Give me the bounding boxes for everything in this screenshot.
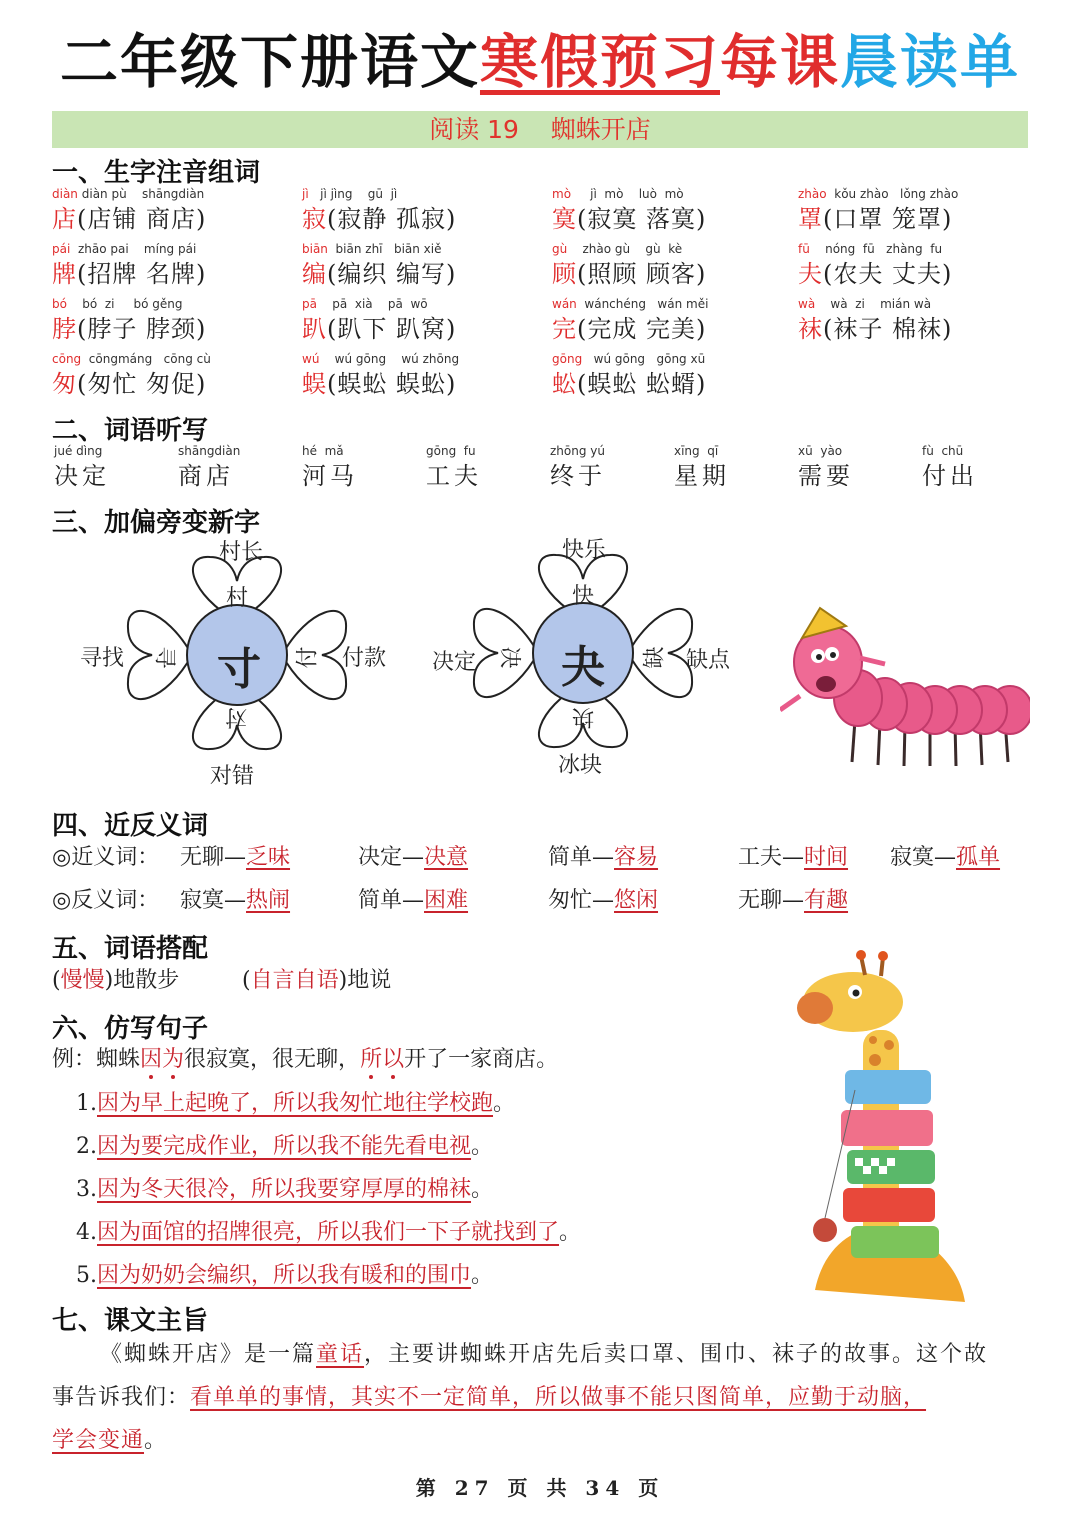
char-group — [552, 242, 792, 296]
sentence-end: 。 — [471, 1134, 494, 1159]
char-words — [52, 199, 206, 234]
sentence-number: 4. — [76, 1220, 97, 1245]
char-group — [552, 187, 792, 241]
theme-line-1-start: 《蜘蛛开店》是一篇 — [100, 1342, 317, 1367]
dictation-pinyin: xīng qī — [674, 444, 719, 458]
antonyms-pair — [180, 883, 290, 914]
pinyin-target: mò — [552, 187, 572, 201]
compound-words: (招牌 名牌) — [77, 260, 207, 288]
title-part-reading: 晨读单 — [840, 28, 1021, 96]
synonyms-pair — [180, 840, 290, 871]
caterpillar-body — [834, 670, 1030, 734]
section4-heading: 四、近反义词 — [52, 811, 209, 841]
compound-words: (趴下 趴窝) — [327, 315, 457, 343]
target-char: 夫 — [798, 260, 823, 288]
section2-heading: 二、词语听写 — [52, 416, 209, 446]
giraffe-scarves — [841, 1070, 939, 1258]
small-spider — [813, 1218, 837, 1242]
sentence-answer: 因为冬天很冷，所以我要穿厚厚的棉袜 — [97, 1177, 472, 1202]
pinyin-words: wú gōng gōng xū — [582, 352, 706, 366]
char-words — [52, 309, 206, 344]
target-char: 完 — [552, 315, 577, 343]
pinyin-words: wú gōng wú zhōng — [319, 352, 460, 366]
char-group — [302, 187, 542, 241]
char-group — [798, 297, 1038, 351]
collocation-1-answer: 慢慢 — [60, 968, 105, 993]
pair-answer: 容易 — [614, 845, 659, 870]
pinyin-target: wà — [798, 297, 816, 311]
pair-word: 无聊— — [738, 888, 805, 913]
compound-words: (寂寞 落寞) — [577, 205, 707, 233]
imitation-sentence — [76, 1258, 493, 1289]
pinyin-target: wú — [302, 352, 320, 366]
sentence-answer: 因为奶奶会编织，所以我有暖和的围巾 — [97, 1263, 472, 1288]
pinyin-target: zhào — [798, 187, 827, 201]
target-char: 寂 — [302, 205, 327, 233]
char-words — [552, 199, 706, 234]
example-keyword-because: 因为 — [140, 1047, 185, 1072]
synonyms-pair — [738, 840, 848, 871]
compound-words: (完成 完美) — [577, 315, 707, 343]
flower2-left-char: 决 — [496, 646, 522, 669]
theme-answer-moral-end: 学会变通 — [52, 1428, 145, 1453]
char-words — [302, 254, 456, 289]
collocation-1-open: ( — [52, 968, 61, 993]
char-words — [302, 309, 456, 344]
pinyin-words: diàn pù shāngdiàn — [77, 187, 205, 201]
pair-word: 工夫— — [738, 845, 805, 870]
char-words — [302, 199, 456, 234]
title-part-grade: 二年级下册语文 — [59, 28, 480, 96]
sentence-number: 3. — [76, 1177, 97, 1202]
char-words — [52, 364, 206, 399]
section1-heading: 一、生字注音组词 — [52, 158, 261, 188]
dictation-word: 河马 — [302, 462, 358, 490]
char-group — [798, 187, 1038, 241]
pinyin-target: pā — [302, 297, 317, 311]
sentence-answer: 因为早上起晚了，所以我匆忙地往学校跑 — [97, 1091, 494, 1116]
pinyin-target: wán — [552, 297, 577, 311]
flower2-right-char: 缺 — [642, 646, 668, 669]
flower1-bottom-char: 对 — [225, 704, 248, 729]
pair-word: 寂寞— — [180, 888, 247, 913]
target-char: 袜 — [798, 315, 823, 343]
pair-answer: 孤单 — [956, 845, 1001, 870]
pinyin-words: zhào gù gù kè — [567, 242, 683, 256]
theme-line-3-end: 。 — [144, 1428, 168, 1453]
compound-words: (蜈蚣 蜈蚣) — [327, 370, 457, 398]
pair-word: 寂寞— — [890, 845, 957, 870]
target-char: 脖 — [52, 315, 77, 343]
lesson-label: 阅读 19 — [429, 115, 519, 144]
antonyms-pair — [548, 883, 658, 914]
flower1-right-char: 付 — [295, 646, 321, 669]
compound-words: (匆忙 匆促) — [77, 370, 207, 398]
imitation-sentence — [76, 1172, 493, 1203]
pinyin-words: biān zhī biān xiě — [327, 242, 442, 256]
example-sentence — [52, 1042, 558, 1073]
collocation-1-close: )地散步 — [104, 968, 180, 993]
collocation-2-open: ( — [242, 968, 251, 993]
char-group — [798, 242, 1038, 296]
collocation-1 — [52, 963, 179, 994]
section5-heading: 五、词语搭配 — [52, 934, 209, 964]
sentence-number: 1. — [76, 1091, 97, 1116]
sentence-end: 。 — [471, 1263, 494, 1288]
antonym-label-text: ◎反义词： — [52, 888, 160, 913]
compound-words: (袜子 棉袜) — [823, 315, 953, 343]
char-words — [798, 309, 952, 344]
target-char: 蚣 — [552, 370, 577, 398]
lesson-name: 蜘蛛开店 — [550, 115, 651, 144]
dictation-word: 付出 — [922, 462, 978, 490]
pinyin-target: pái — [52, 242, 71, 256]
char-group — [52, 297, 292, 351]
example-prefix: 例：蜘蛛 — [52, 1047, 141, 1072]
flower-jue — [428, 533, 748, 783]
dictation-word: 终于 — [550, 462, 606, 490]
target-char: 匆 — [52, 370, 77, 398]
antonyms-pair — [358, 883, 468, 914]
flower2-center-char: 夬 — [561, 642, 605, 693]
synonyms-pair — [548, 840, 658, 871]
collocation-2-answer: 自言自语 — [250, 968, 339, 993]
imitation-sentence — [76, 1086, 515, 1117]
char-group — [302, 297, 542, 351]
pinyin-target: cōng — [52, 352, 82, 366]
pair-answer: 悠闲 — [614, 888, 659, 913]
compound-words: (蜈蚣 蚣蝑) — [577, 370, 707, 398]
flower1-center-char: 寸 — [217, 644, 261, 695]
compound-words: (口罩 笼罩) — [823, 205, 953, 233]
pair-word: 无聊— — [180, 845, 247, 870]
char-words — [798, 254, 952, 289]
target-char: 顾 — [552, 260, 577, 288]
synonym-label-text: ◎近义词： — [52, 845, 160, 870]
theme-answer-genre: 童话 — [316, 1342, 365, 1367]
pinyin-target: biān — [302, 242, 328, 256]
char-group — [52, 187, 292, 241]
dictation-pinyin: xū yào — [798, 444, 843, 458]
pair-word: 决定— — [358, 845, 425, 870]
synonyms-pair — [890, 840, 1000, 871]
dictation-word: 商店 — [178, 462, 234, 490]
theme-line-2 — [52, 1380, 926, 1411]
pinyin-words: jì mò luò mò — [571, 187, 684, 201]
page-title — [0, 22, 1080, 102]
target-char: 蜈 — [302, 370, 327, 398]
compound-words: (照顾 顾客) — [577, 260, 707, 288]
char-words — [302, 364, 456, 399]
title-part-preview: 寒假预习 — [479, 28, 720, 96]
collocation-2 — [242, 963, 391, 994]
target-char: 编 — [302, 260, 327, 288]
sentence-end: 。 — [471, 1177, 494, 1202]
dictation-word: 工夫 — [426, 462, 482, 490]
example-end: 开了一家商店。 — [404, 1047, 559, 1072]
char-words — [798, 199, 952, 234]
pinyin-target: gù — [552, 242, 568, 256]
dictation-pinyin: fù chū — [922, 444, 964, 458]
target-char: 牌 — [52, 260, 77, 288]
sentence-answer: 因为面馆的招牌很亮，所以我们一下子就找到了 — [97, 1220, 560, 1245]
title-part-each: 每课 — [720, 28, 841, 96]
section7-heading: 七、课文主旨 — [52, 1306, 209, 1336]
compound-words: (编织 编写) — [327, 260, 457, 288]
giraffe-illustration — [795, 950, 975, 1310]
pinyin-target: diàn — [52, 187, 78, 201]
flower1-right-word: 付款 — [342, 646, 387, 671]
char-group — [52, 242, 292, 296]
flower-cun — [80, 535, 400, 789]
dictation-word: 星期 — [674, 462, 730, 490]
char-words — [552, 364, 706, 399]
pair-answer: 乏味 — [246, 845, 291, 870]
pair-word: 简单— — [548, 845, 615, 870]
pinyin-words: kǒu zhào lǒng zhào — [826, 187, 959, 201]
dictation-word: 需要 — [798, 462, 854, 490]
antonym-label — [52, 883, 159, 914]
char-words — [552, 254, 706, 289]
pinyin-target: gōng — [552, 352, 583, 366]
synonyms-pair — [358, 840, 468, 871]
target-char: 寞 — [552, 205, 577, 233]
dictation-pinyin: zhōng yú — [550, 444, 605, 458]
caterpillar-illustration — [780, 600, 1030, 775]
pinyin-target: bó — [52, 297, 67, 311]
sentence-answer: 因为要完成作业，所以我不能先看电视 — [97, 1134, 472, 1159]
character-grid — [52, 187, 1032, 407]
dictation-pinyin: hé mǎ — [302, 444, 344, 458]
section3-heading: 三、加偏旁变新字 — [52, 508, 261, 538]
theme-line-2-start: 事告诉我们： — [52, 1385, 191, 1410]
char-words — [552, 309, 706, 344]
flower2-bottom-word: 冰块 — [558, 753, 603, 778]
flower2-right-word: 缺点 — [686, 648, 731, 673]
pinyin-words: cōngmáng cōng cù — [81, 352, 211, 366]
sentence-end: 。 — [493, 1091, 516, 1116]
pair-word: 匆忙— — [548, 888, 615, 913]
imitation-sentence — [76, 1129, 493, 1160]
section6-heading: 六、仿写句子 — [52, 1014, 209, 1044]
pair-word: 简单— — [358, 888, 425, 913]
flower1-bottom-word: 对错 — [210, 764, 255, 789]
pair-answer: 时间 — [804, 845, 849, 870]
pinyin-words: pā xià pā wō — [316, 297, 428, 311]
char-group — [302, 242, 542, 296]
pair-answer: 决意 — [424, 845, 469, 870]
collocation-2-close: )地说 — [338, 968, 392, 993]
sentence-number: 2. — [76, 1134, 97, 1159]
theme-line-1 — [100, 1337, 988, 1368]
char-group — [52, 352, 292, 406]
sentence-number: 5. — [76, 1263, 97, 1288]
theme-answer-moral: 看单单的事情，其实不一定简单，所以做事不能只图简单，应勤于动脑， — [190, 1385, 927, 1410]
target-char: 罩 — [798, 205, 823, 233]
flower1-top-word: 村长 — [219, 540, 264, 565]
page-footer: 第 27 页 共 34 页 — [415, 1476, 665, 1500]
dictation-word: 决定 — [54, 462, 110, 490]
theme-line-3 — [52, 1423, 167, 1454]
pinyin-words: wánchéng wán měi — [576, 297, 709, 311]
target-char: 店 — [52, 205, 77, 233]
synonym-label — [52, 840, 159, 871]
flower2-bottom-char: 块 — [572, 704, 595, 729]
pinyin-words: jì jìng gū jì — [308, 187, 398, 201]
pinyin-words: nóng fū zhàng fu — [809, 242, 943, 256]
flower1-top-char: 村 — [226, 586, 249, 611]
char-group — [552, 297, 792, 351]
pair-answer: 有趣 — [804, 888, 849, 913]
flower1-left-word: 寻找 — [80, 646, 125, 671]
pinyin-target: jì — [302, 187, 309, 201]
sentence-end: 。 — [559, 1220, 582, 1245]
flower1-left-char: 寻 — [151, 646, 177, 669]
pinyin-words: zhāo pai míng pái — [70, 242, 197, 256]
flower2-top-char: 快 — [572, 584, 595, 609]
char-words — [52, 254, 206, 289]
pinyin-words: wà zi mián wà — [815, 297, 932, 311]
dictation-row — [54, 444, 1034, 494]
char-group — [302, 352, 542, 406]
dictation-pinyin: shāngdiàn — [178, 444, 241, 458]
target-char: 趴 — [302, 315, 327, 343]
pair-answer: 热闹 — [246, 888, 291, 913]
imitation-sentence — [76, 1215, 581, 1246]
example-middle: 很寂寞，很无聊， — [184, 1047, 361, 1072]
char-group — [552, 352, 792, 406]
dictation-pinyin: jué dìng — [54, 444, 103, 458]
compound-words: (寂静 孤寂) — [327, 205, 457, 233]
theme-line-1-rest: ，主要讲蜘蛛开店先后卖口罩、围巾、袜子的故事。这个故 — [364, 1342, 989, 1367]
flower2-left-word: 决定 — [432, 650, 477, 675]
lesson-bar — [52, 111, 1028, 148]
pair-answer: 困难 — [424, 888, 469, 913]
pinyin-words: bó zi bó gěng — [66, 297, 183, 311]
antonyms-pair — [738, 883, 848, 914]
compound-words: (农夫 丈夫) — [823, 260, 953, 288]
compound-words: (脖子 脖颈) — [77, 315, 207, 343]
compound-words: (店铺 商店) — [77, 205, 207, 233]
pinyin-target: fū — [798, 242, 810, 256]
flower2-top-word: 快乐 — [562, 538, 607, 563]
dictation-pinyin: gōng fu — [426, 444, 476, 458]
example-keyword-so: 所以 — [360, 1047, 405, 1072]
